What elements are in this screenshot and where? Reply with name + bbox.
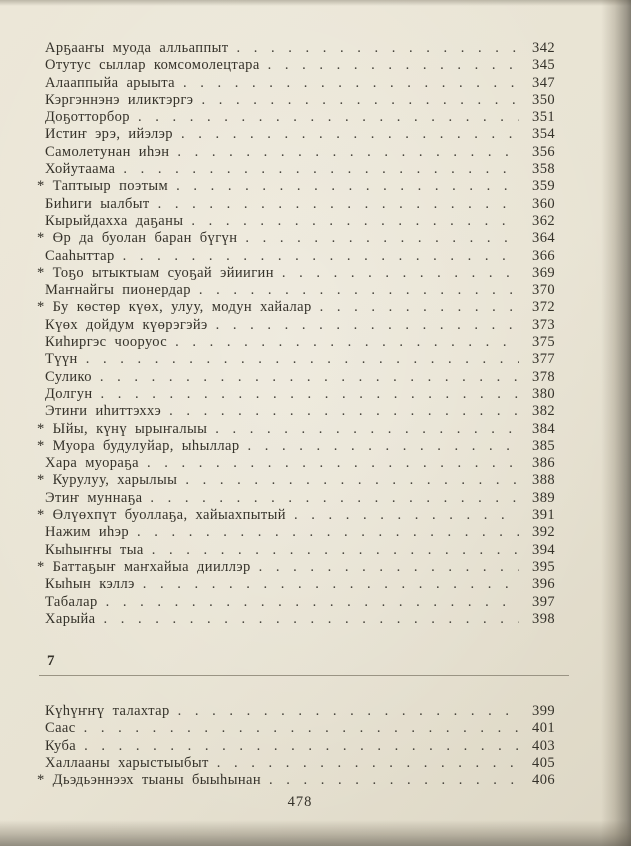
- entry-page: 403: [532, 737, 555, 754]
- entry-page: 372: [532, 299, 555, 316]
- entry-title: Хойутаама: [45, 161, 116, 178]
- entry-page: 358: [532, 161, 555, 178]
- dot-leader: [76, 720, 519, 737]
- dot-leader: [170, 703, 519, 720]
- dot-leader: [183, 213, 519, 230]
- dot-leader: [208, 317, 519, 334]
- dot-leader: [144, 542, 519, 559]
- entry-page: 398: [532, 610, 555, 627]
- entry-title: Алааппыйа арыыта: [45, 74, 175, 91]
- toc-entry: [45, 369, 555, 386]
- toc-entry: [37, 772, 555, 789]
- entry-page: 347: [532, 74, 555, 91]
- entry-title: Түүн: [45, 351, 78, 368]
- section-number: 7: [47, 653, 56, 670]
- entry-page: 389: [532, 489, 555, 506]
- entry-page: 406: [532, 772, 555, 789]
- entry-page: 373: [532, 316, 555, 333]
- entry-title: * Дьэдьэннээх тыаны быыһынан: [37, 772, 261, 789]
- dot-leader: [115, 161, 519, 178]
- dot-leader: [169, 144, 519, 161]
- dot-leader: [76, 738, 519, 755]
- toc-entry: [45, 248, 555, 265]
- toc-content: [37, 40, 555, 811]
- entry-page: 345: [532, 57, 555, 74]
- entry-title: Күөх дойдум күөрэгэйэ: [45, 316, 208, 333]
- scan-edge-top: [0, 0, 631, 6]
- dot-leader: [173, 126, 519, 143]
- dot-leader: [78, 351, 519, 368]
- entry-page: 405: [532, 754, 555, 771]
- dot-leader: [177, 472, 519, 489]
- dot-leader: [167, 334, 519, 351]
- toc-entry: [45, 594, 555, 611]
- toc-entry: [45, 542, 555, 559]
- dot-leader: [207, 421, 519, 438]
- toc-entry: [45, 109, 555, 126]
- toc-entry: [37, 472, 555, 489]
- dot-leader: [260, 57, 519, 74]
- dot-leader: [96, 611, 520, 628]
- toc-entry: [45, 161, 555, 178]
- toc-list-part2: [37, 703, 555, 789]
- entry-title: Сулико: [45, 368, 92, 385]
- scan-edge-bottom: [0, 820, 631, 846]
- entry-title: * Ыйы, күнү ырыҥалыы: [37, 420, 208, 437]
- entry-page: 388: [532, 472, 555, 489]
- entry-page: 391: [532, 507, 555, 524]
- entry-page: 370: [532, 282, 555, 299]
- toc-entry: [45, 317, 555, 334]
- entry-title: Кыһын кэллэ: [45, 576, 135, 593]
- entry-page: 356: [532, 143, 555, 160]
- toc-entry: [45, 455, 555, 472]
- entry-title: Кэргэннэнэ иликтэргэ: [45, 91, 194, 108]
- toc-entry: [37, 558, 555, 576]
- dot-leader: [161, 403, 519, 420]
- toc-entry: [45, 524, 555, 541]
- entry-page: 392: [532, 524, 555, 541]
- entry-title: Этиҥ муннаҕа: [45, 489, 143, 506]
- entry-page: 384: [532, 420, 555, 437]
- toc-entry: [45, 611, 555, 628]
- toc-entry: [37, 507, 555, 524]
- dot-leader: [251, 559, 519, 576]
- entry-page: 362: [532, 212, 555, 229]
- dot-leader: [98, 594, 519, 611]
- entry-page: 377: [532, 351, 555, 368]
- toc-entry: [45, 755, 555, 772]
- entry-title: * Курулуу, харылыы: [37, 472, 178, 489]
- dot-leader: [274, 265, 519, 282]
- toc-entry: [37, 420, 555, 438]
- entry-title: Арҕааҥы муода алльаппыт: [45, 40, 229, 56]
- entry-title: * Таптыыр поэтым: [37, 178, 169, 195]
- toc-entry: [45, 576, 555, 593]
- entry-page: 369: [532, 264, 555, 281]
- entry-page: 385: [532, 437, 555, 454]
- entry-page: 354: [532, 126, 555, 143]
- entry-page: 366: [532, 247, 555, 264]
- toc-entry: [45, 703, 555, 720]
- entry-title: Доҕотторбор: [45, 109, 130, 126]
- toc-entry: [45, 92, 555, 109]
- entry-title: Куба: [45, 737, 77, 754]
- entry-page: 380: [532, 385, 555, 402]
- dot-leader: [139, 455, 519, 472]
- entry-title: Күһүҥҥү талахтар: [45, 703, 170, 720]
- entry-title: Отутус сыллар комсомолецтара: [45, 57, 260, 74]
- entry-page: 382: [532, 403, 555, 420]
- entry-page: 342: [532, 40, 555, 56]
- entry-title: * Тоҕо ытыктыам суоҕай эйиигин: [37, 264, 274, 281]
- dot-leader: [92, 369, 519, 386]
- toc-entry: [45, 403, 555, 420]
- entry-page: 350: [532, 91, 555, 108]
- toc-entry: [45, 75, 555, 92]
- entry-title: Биһиги ыалбыт: [45, 195, 150, 212]
- toc-entry: [37, 437, 555, 455]
- entry-title: Саас: [45, 720, 76, 737]
- entry-page: 359: [532, 178, 555, 195]
- entry-title: Истиҥ эрэ, ийэлэр: [45, 126, 173, 143]
- entry-title: * Өр да буолан баран бүгүн: [37, 230, 238, 247]
- page-number: 478: [287, 793, 313, 810]
- dot-leader: [261, 772, 519, 789]
- entry-title: Хара муораҕа: [45, 455, 139, 472]
- toc-entry: [45, 386, 555, 403]
- toc-entry: [37, 264, 555, 282]
- entry-page: 399: [532, 703, 555, 720]
- toc-entry: [45, 213, 555, 230]
- dot-leader: [129, 524, 519, 541]
- entry-page: 395: [532, 558, 555, 575]
- entry-title: Сааһыттар: [45, 247, 115, 264]
- entry-title: Табалар: [45, 593, 98, 610]
- entry-title: * Өлүөхпүт буоллаҕа, хайыахпытый: [37, 507, 286, 524]
- entry-title: Самолетунан иһэн: [45, 143, 170, 160]
- toc-entry: [45, 334, 555, 351]
- entry-page: 360: [532, 195, 555, 212]
- entry-title: Кыһыҥҥы тыа: [45, 541, 144, 558]
- dot-leader: [191, 282, 519, 299]
- dot-leader: [150, 196, 519, 213]
- dot-leader: [142, 490, 519, 507]
- toc-entry: [45, 282, 555, 299]
- entry-page: 394: [532, 541, 555, 558]
- toc-entry: [45, 144, 555, 161]
- dot-leader: [168, 178, 519, 195]
- dot-leader: [237, 230, 519, 247]
- entry-page: 386: [532, 455, 555, 472]
- entry-page: 351: [532, 109, 555, 126]
- toc-entry: [45, 126, 555, 143]
- dot-leader: [239, 438, 519, 455]
- entry-title: Халлааны харыстыыбыт: [45, 754, 209, 771]
- dot-leader: [175, 75, 519, 92]
- entry-page: 396: [532, 576, 555, 593]
- entry-page: 364: [532, 230, 555, 247]
- dot-leader: [130, 109, 519, 126]
- dot-leader: [115, 248, 519, 265]
- toc-entry: [45, 351, 555, 368]
- toc-entry: [45, 196, 555, 213]
- scan-edge-right: [601, 0, 631, 846]
- toc-entry: [37, 230, 555, 247]
- entry-page: 375: [532, 334, 555, 351]
- dot-leader: [193, 92, 519, 109]
- toc-entry: [45, 738, 555, 755]
- entry-page: 401: [532, 720, 555, 737]
- entry-title: Долгун: [45, 385, 93, 402]
- toc-entry: [45, 40, 555, 57]
- toc-entry: [45, 490, 555, 507]
- entry-title: * Баттаҕыҥ маҥхайыа дииллэр: [37, 558, 251, 575]
- dot-leader: [93, 386, 519, 403]
- dot-leader: [286, 507, 519, 524]
- section-rule: [39, 675, 569, 676]
- entry-title: Этиҥи иһиттэххэ: [45, 403, 162, 420]
- entry-title: * Бу көстөр күөх, улуу, модун хайалар: [37, 299, 312, 316]
- entry-title: Маҥнайгы пионердар: [45, 282, 191, 299]
- entry-page: 378: [532, 368, 555, 385]
- entry-title: Харыйа: [45, 610, 96, 627]
- toc-list-part1: [37, 40, 555, 628]
- toc-entry: [45, 720, 555, 737]
- dot-leader: [229, 40, 520, 57]
- entry-title: * Муора будулуйар, ыһыллар: [37, 437, 240, 454]
- toc-entry: [45, 57, 555, 74]
- entry-title: Киһиргэс чооруос: [45, 334, 168, 351]
- toc-entry: [37, 178, 555, 195]
- entry-title: Нажим иһэр: [45, 524, 129, 541]
- toc-entry: [37, 299, 555, 316]
- entry-page: 397: [532, 593, 555, 610]
- dot-leader: [135, 576, 519, 593]
- dot-leader: [209, 755, 519, 772]
- entry-title: Кырыйдахха даҕаны: [45, 212, 184, 229]
- section-break: [47, 652, 555, 676]
- dot-leader: [312, 299, 519, 316]
